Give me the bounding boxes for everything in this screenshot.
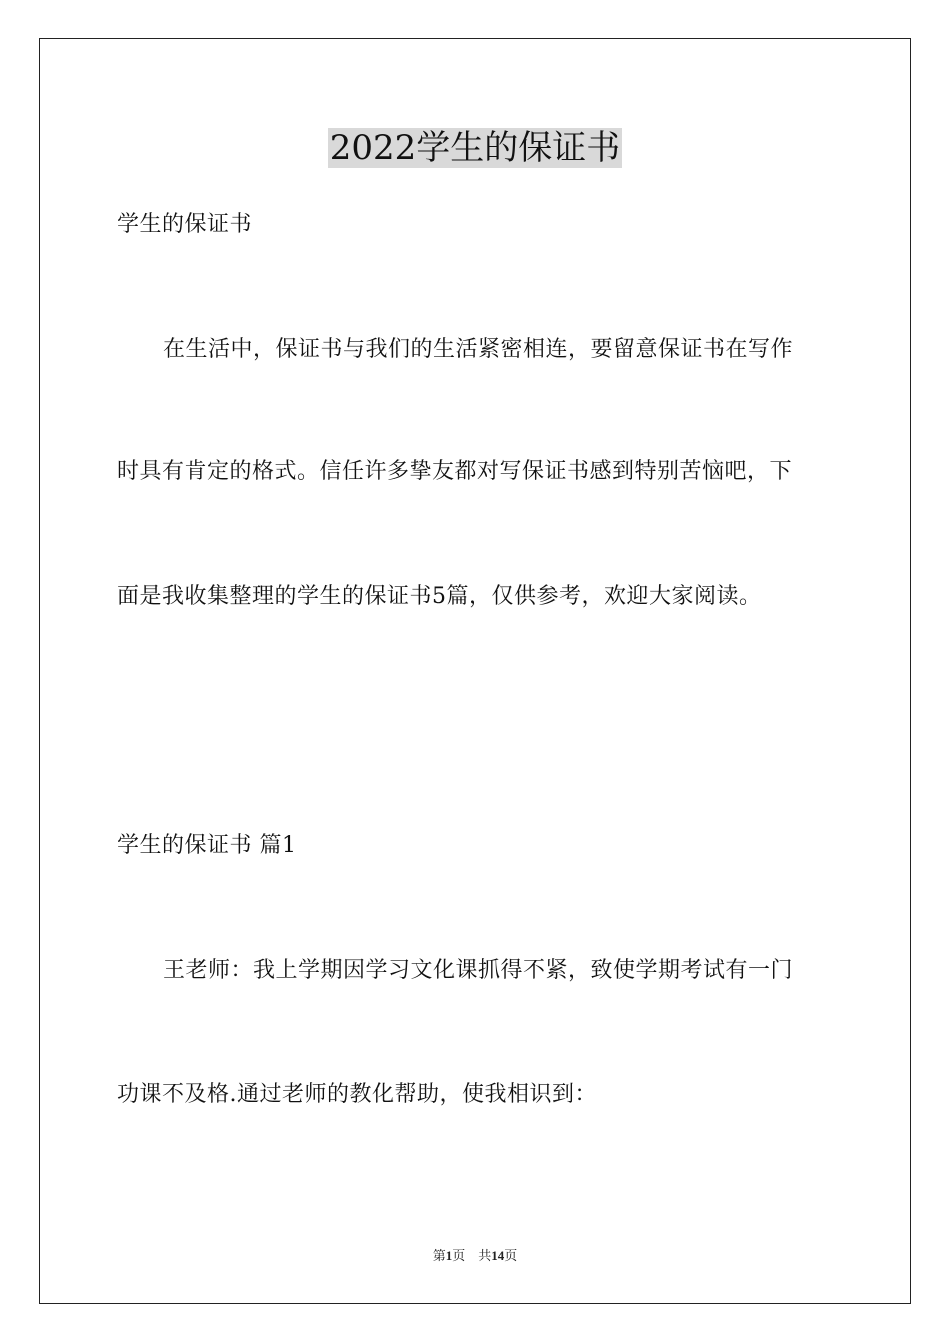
intro-line-2: 时具有肯定的格式。信任许多挚友都对写保证书感到特别苦恼吧，下: [117, 459, 793, 484]
intro-line-1: 在生活中，保证书与我们的生活紧密相连，要留意保证书在写作: [163, 337, 794, 362]
intro-line-3: 面是我收集整理的学生的保证书5篇，仅供参考，欢迎大家阅读。: [117, 584, 762, 609]
footer-page-prefix: 第: [432, 1248, 446, 1263]
document-title-text: 2022学生的保证书: [329, 128, 621, 168]
page-footer: [0, 1247, 950, 1265]
document-title: [0, 126, 950, 170]
footer-page-number: 1: [445, 1248, 453, 1263]
footer-total-pages: 14: [491, 1248, 505, 1263]
footer-total-prefix: 共: [478, 1248, 492, 1263]
document-subtitle: 学生的保证书: [117, 212, 253, 237]
footer-total-suffix: 页: [504, 1248, 518, 1263]
footer-page-suffix: 页: [452, 1248, 466, 1263]
section-heading: 学生的保证书 篇1: [117, 833, 297, 858]
body-line-2: 功课不及格.通过老师的教化帮助，使我相识到：: [117, 1082, 597, 1107]
body-line-1: 王老师：我上学期因学习文化课抓得不紧，致使学期考试有一门: [163, 958, 794, 983]
